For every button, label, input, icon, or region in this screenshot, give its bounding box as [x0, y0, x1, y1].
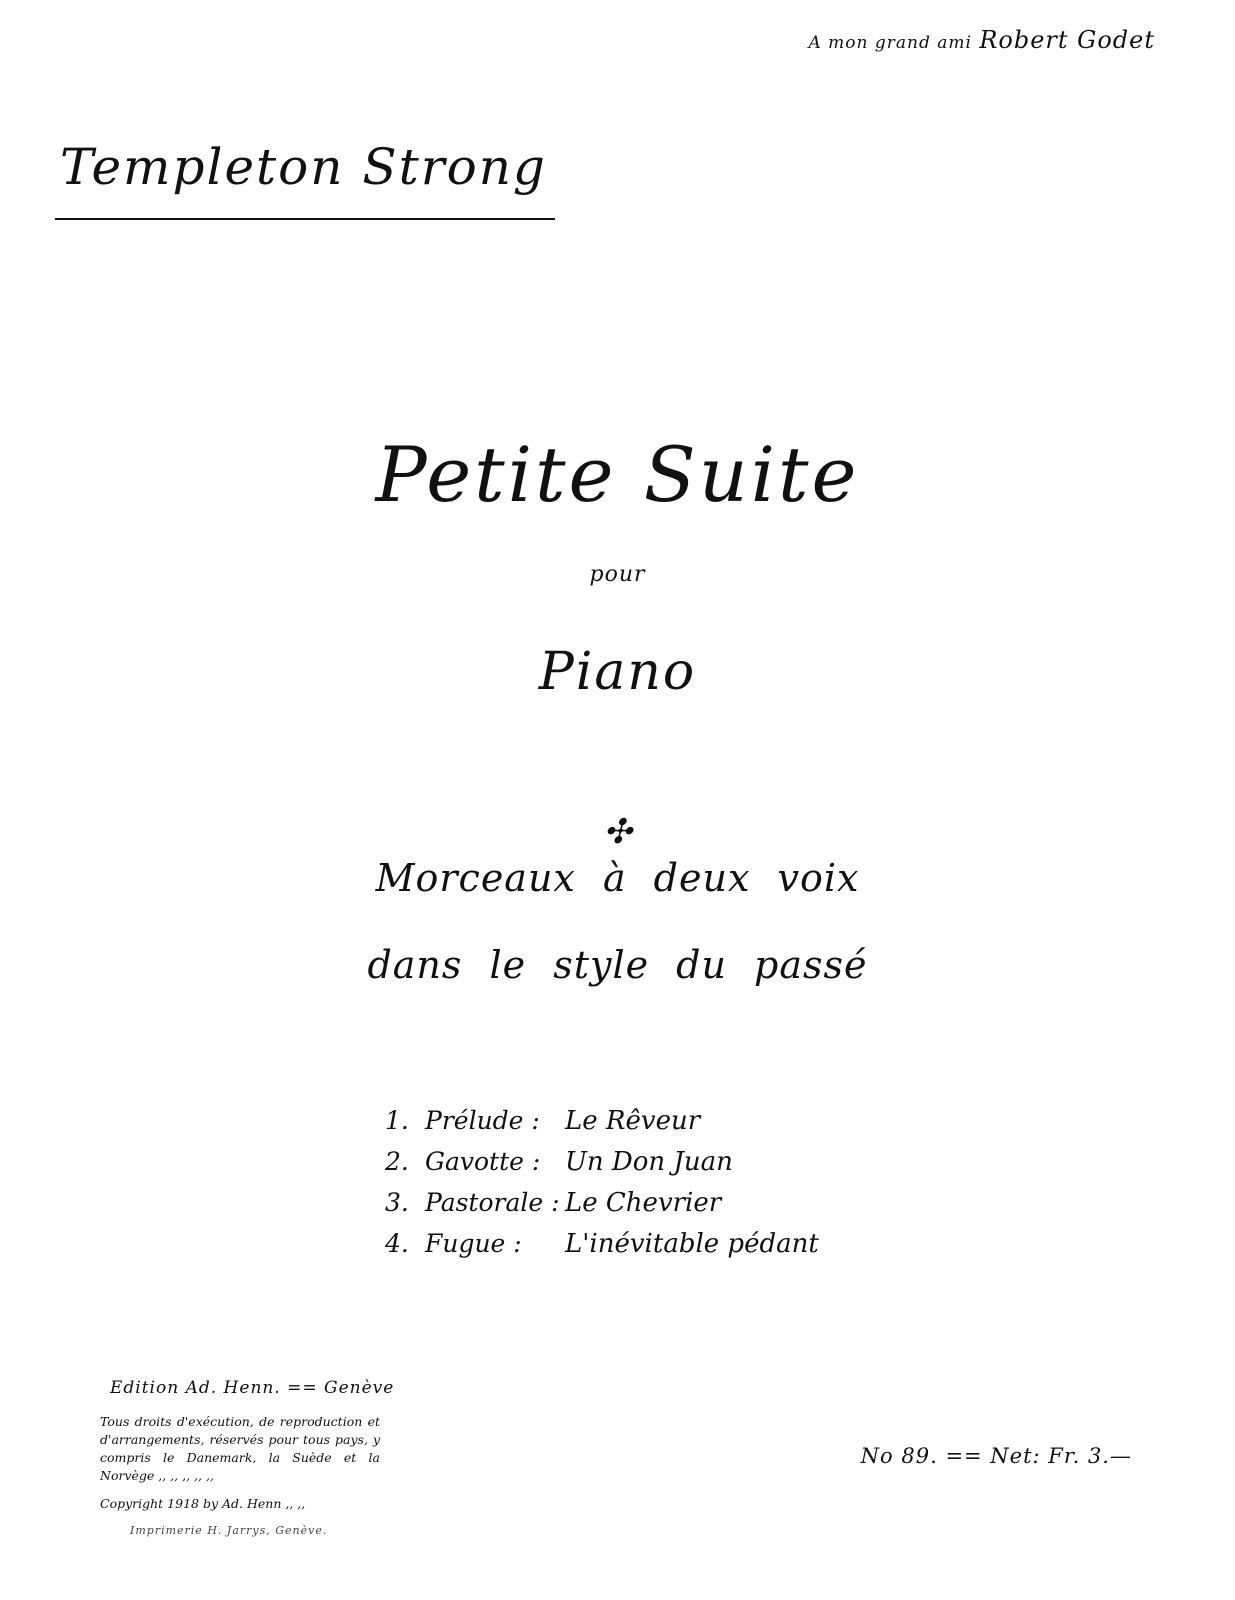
pour-label: pour	[589, 562, 646, 587]
printer-credit: Imprimerie H. Jarrys, Genève.	[130, 1524, 328, 1537]
contents-number: 3.	[385, 1188, 409, 1217]
subtitle-line-2: dans le style du passé	[367, 943, 868, 987]
contents-number: 2.	[385, 1147, 409, 1176]
contents-form: Gavotte :	[425, 1147, 541, 1176]
catalog-price: No 89. == Net: Fr. 3.—	[860, 1444, 1132, 1468]
rights-notice: Tous droits d'exécution, de reproduction et d'arrangements, réservés pour tous pays, y compris le Danemark, la Suède et la Norvège ,, ,, ,, ,, ,,	[100, 1414, 380, 1483]
work-title: Petite Suite	[375, 430, 860, 519]
copyright-notice: Copyright 1918 by Ad. Henn ,, ,,	[100, 1496, 306, 1511]
instrument: Piano	[538, 642, 697, 702]
contents-title: L'inévitable pédant	[565, 1229, 819, 1259]
contents-title: Le Chevrier	[565, 1188, 722, 1218]
publisher: Edition Ad. Henn. == Genève	[110, 1378, 395, 1398]
contents-form: Prélude :	[425, 1106, 540, 1135]
subtitle-line-1: Morceaux à deux voix	[375, 856, 860, 900]
dedication-prefix: A mon grand ami	[808, 33, 972, 53]
contents-title: Un Don Juan	[565, 1147, 733, 1177]
composer-underline	[55, 218, 555, 220]
contents-form: Pastorale :	[425, 1188, 560, 1217]
contents-title: Le Rêveur	[565, 1106, 701, 1136]
contents-number: 4.	[385, 1229, 409, 1258]
dedication	[809, 26, 1156, 54]
ornament-icon: ✣	[603, 812, 632, 852]
contents-number: 1.	[385, 1106, 409, 1135]
composer-name: Templeton Strong	[60, 138, 547, 196]
dedication-name: Robert Godet	[979, 26, 1155, 54]
contents-form: Fugue :	[425, 1229, 522, 1258]
